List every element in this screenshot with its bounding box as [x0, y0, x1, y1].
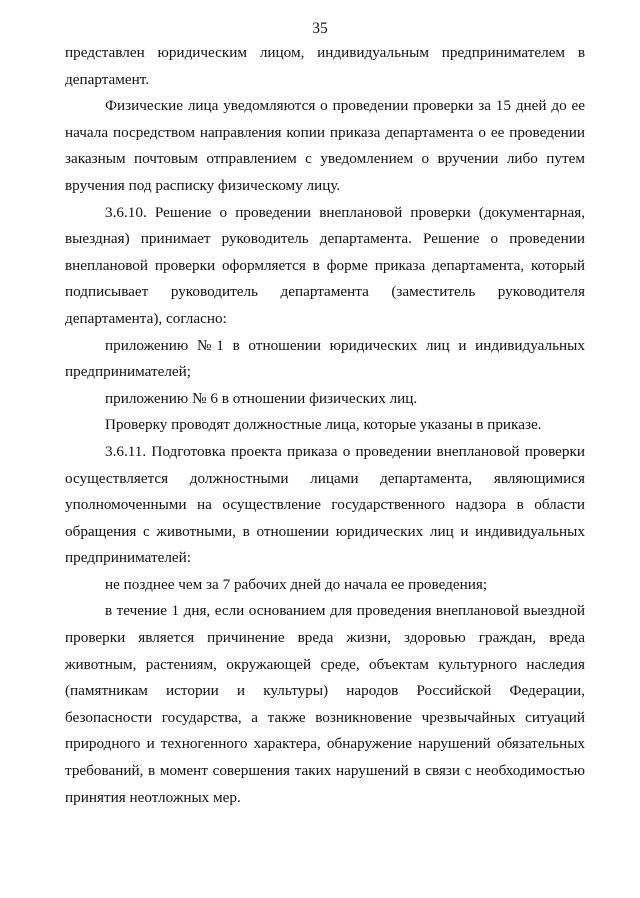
paragraph-deadline-7-days: не позднее чем за 7 рабочих дней до начала ее проведения;: [105, 575, 488, 593]
paragraph-3-6-10: 3.6.10. Решение о проведении внеплановой проверки (документарная, выездная) принимает руководитель департамента. Решение о проведении внеплановой проверки оформляется в форме приказа департамента, который подписывает руководитель департамента (заместитель руководителя департамента), согласно:: [65, 203, 585, 327]
paragraph-individuals-notice: Физические лица уведомляются о проведении проверки за 15 дней до ее начала посредством направления копии приказа департамента о ее проведении заказным почтовым отправлением с уведомлением о вручении либо путем вручения под расписку физическому лицу.: [65, 97, 585, 194]
document-body: [65, 40, 585, 811]
paragraph-appendix-1: приложению №1 в отношении юридических лиц и индивидуальных предпринимателей;: [65, 336, 585, 381]
paragraph-appendix-6: приложению № 6 в отношении физических лиц.: [105, 389, 418, 407]
paragraph-inspectors: Проверку проводят должностные лица, которые указаны в приказе.: [105, 416, 542, 434]
paragraph-deadline-1-day: в течение 1 дня, если основанием для проведения внеплановой выездной проверки является причинение вреда жизни, здоровью граждан, вреда животным, растениям, окружающей среде, объектам культурного наследия (памятникам истории и культуры) народов Российской Федерации, безопасности государства, а также возникновение чрезвычайных ситуаций природного и техногенного характера, обнаружение нарушений обязательных требований, в момент совершения таких нарушений в связи с необходимостью принятия неотложных мер.: [65, 602, 585, 806]
paragraph-continuation: представлен юридическим лицом, индивидуальным предпринимателем в департамент.: [65, 44, 585, 88]
page-number: 35: [312, 20, 328, 37]
paragraph-3-6-11: 3.6.11. Подготовка проекта приказа о проведении внеплановой проверки осуществляется должностными лицами департамента, являющимися уполномоченными на осуществление государственного надзора в области обращения с животными, в отношении юридических лиц и индивидуальных предпринимателей:: [65, 442, 585, 567]
